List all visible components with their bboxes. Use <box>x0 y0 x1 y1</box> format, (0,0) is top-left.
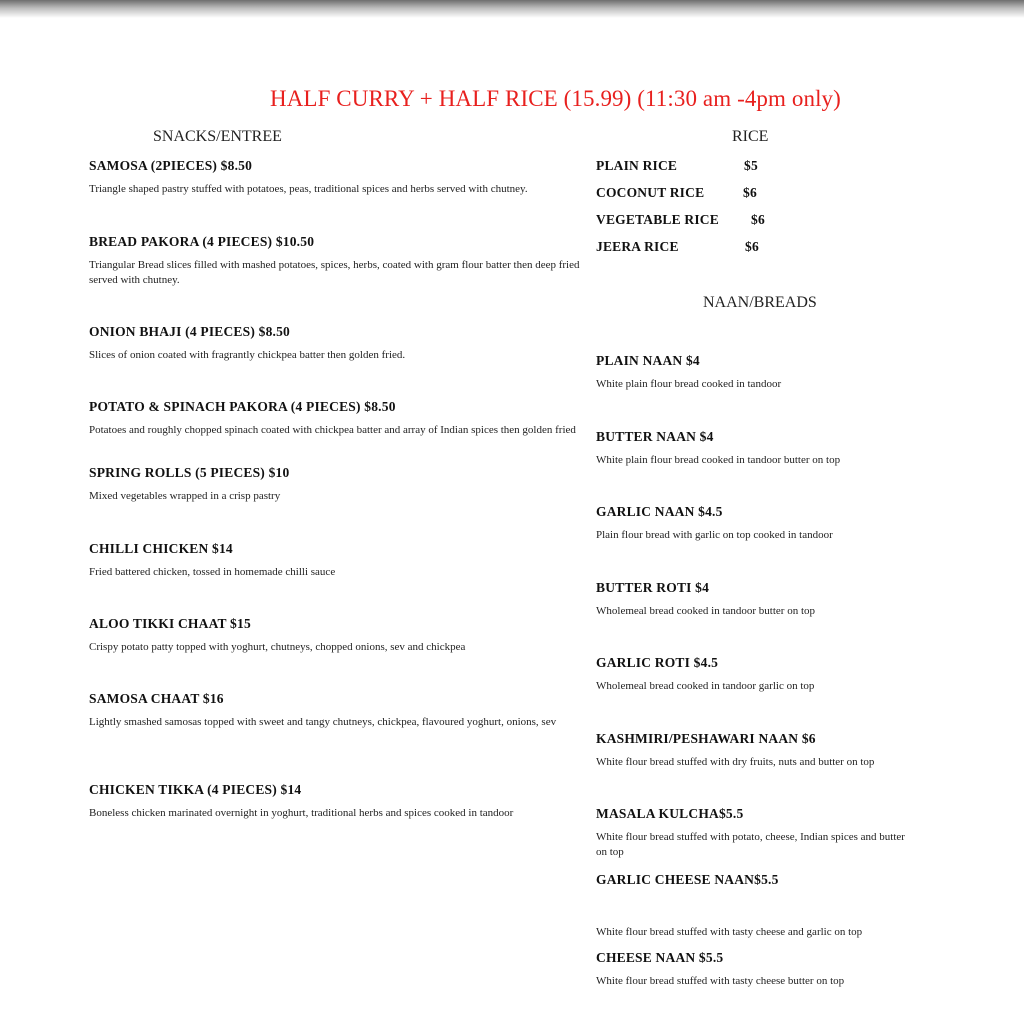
menu-item <box>89 541 609 580</box>
menu-item <box>89 324 609 363</box>
item-name: PLAIN RICE <box>596 158 678 173</box>
menu-item <box>596 806 926 860</box>
item-price: $6 <box>751 212 765 227</box>
item-price: $5 <box>744 158 758 173</box>
item-description: Wholemeal bread cooked in tandoor butter on top <box>596 605 816 617</box>
item-name: KASHMIRI/PESHAWARI NAAN $6 <box>596 731 816 746</box>
item-description: Wholemeal bread cooked in tandoor garlic on top <box>596 680 815 692</box>
menu-item <box>89 465 609 504</box>
item-name: SPRING ROLLS (5 PIECES) $10 <box>89 465 290 480</box>
item-description: Lightly smashed samosas topped with sweet and tangy chutneys, chickpea, flavoured yoghurt, onions, sev <box>89 716 557 728</box>
menu-item <box>596 580 926 619</box>
item-description: Slices of onion coated with fragrantly chickpea batter then golden fried. <box>89 349 406 361</box>
top-shadow <box>0 0 1024 18</box>
item-description: Mixed vegetables wrapped in a crisp pastry <box>89 490 281 502</box>
item-description: White plain flour bread cooked in tandoor butter on top <box>596 454 841 466</box>
item-name: BUTTER NAAN $4 <box>596 429 714 444</box>
item-name: JEERA RICE <box>596 239 679 254</box>
item-name: CHILLI CHICKEN $14 <box>89 541 233 556</box>
menu-item <box>89 782 609 821</box>
menu-item <box>596 655 926 694</box>
item-name: CHICKEN TIKKA (4 PIECES) $14 <box>89 782 302 797</box>
breads-heading: NAAN/BREADS <box>703 294 817 311</box>
item-name: SAMOSA CHAAT $16 <box>89 691 224 706</box>
menu-item <box>596 950 926 989</box>
item-name: BREAD PAKORA (4 PIECES) $10.50 <box>89 234 315 249</box>
item-description: Boneless chicken marinated overnight in yoghurt, traditional herbs and spices cooked in tandoor <box>89 807 514 819</box>
rice-item <box>596 158 758 174</box>
menu-item <box>89 616 609 655</box>
item-price: $6 <box>745 239 759 254</box>
item-description: Plain flour bread with garlic on top cooked in tandoor <box>596 529 833 541</box>
menu-item <box>89 158 609 197</box>
item-name: BUTTER ROTI $4 <box>596 580 710 595</box>
item-name: GARLIC CHEESE NAAN$5.5 <box>596 872 779 887</box>
item-description: Triangle shaped pastry stuffed with potatoes, peas, traditional spices and herbs served with chutney. <box>89 183 528 195</box>
item-name: VEGETABLE RICE <box>596 212 719 227</box>
item-name: COCONUT RICE <box>596 185 705 200</box>
item-name: GARLIC NAAN $4.5 <box>596 504 723 519</box>
item-description: Triangular Bread slices filled with mashed potatoes, spices, herbs, coated with gram flour batter then deep fried served with chutney. <box>89 259 580 286</box>
item-price: $6 <box>743 185 757 200</box>
menu-item <box>596 872 926 940</box>
item-description: Fried battered chicken, tossed in homemade chilli sauce <box>89 566 336 578</box>
rice-item <box>596 212 765 228</box>
item-description: White flour bread stuffed with dry fruits, nuts and butter on top <box>596 756 875 768</box>
menu-item <box>596 504 926 543</box>
item-name: SAMOSA (2PIECES) $8.50 <box>89 158 253 173</box>
snacks-heading: SNACKS/ENTREE <box>153 128 282 145</box>
menu-item <box>89 691 609 730</box>
item-name: ONION BHAJI (4 PIECES) $8.50 <box>89 324 290 339</box>
item-name: GARLIC ROTI $4.5 <box>596 655 719 670</box>
item-description: Crispy potato patty topped with yoghurt, chutneys, chopped onions, sev and chickpea <box>89 641 466 653</box>
menu-item <box>89 234 609 288</box>
lunch-special-banner: HALF CURRY + HALF RICE (15.99) (11:30 am -4pm only) <box>270 86 841 111</box>
menu-item <box>596 429 926 468</box>
item-description: White flour bread stuffed with tasty cheese butter on top <box>596 975 845 987</box>
item-name: MASALA KULCHA$5.5 <box>596 806 744 821</box>
item-name: ALOO TIKKI CHAAT $15 <box>89 616 251 631</box>
item-description: White flour bread stuffed with potato, cheese, Indian spices and butter on top <box>596 831 905 858</box>
item-name: POTATO & SPINACH PAKORA (4 PIECES) $8.50 <box>89 399 396 414</box>
rice-item <box>596 239 759 255</box>
item-name: CHEESE NAAN $5.5 <box>596 950 724 965</box>
menu-item <box>89 399 609 438</box>
item-description: Potatoes and roughly chopped spinach coated with chickpea batter and array of Indian spices then golden fried <box>89 424 576 436</box>
item-name: PLAIN NAAN $4 <box>596 353 700 368</box>
rice-heading: RICE <box>732 128 769 145</box>
item-description: White flour bread stuffed with tasty cheese and garlic on top <box>596 926 863 938</box>
rice-item <box>596 185 757 201</box>
menu-item <box>596 353 926 392</box>
item-description: White plain flour bread cooked in tandoor <box>596 378 782 390</box>
menu-item <box>596 731 926 770</box>
